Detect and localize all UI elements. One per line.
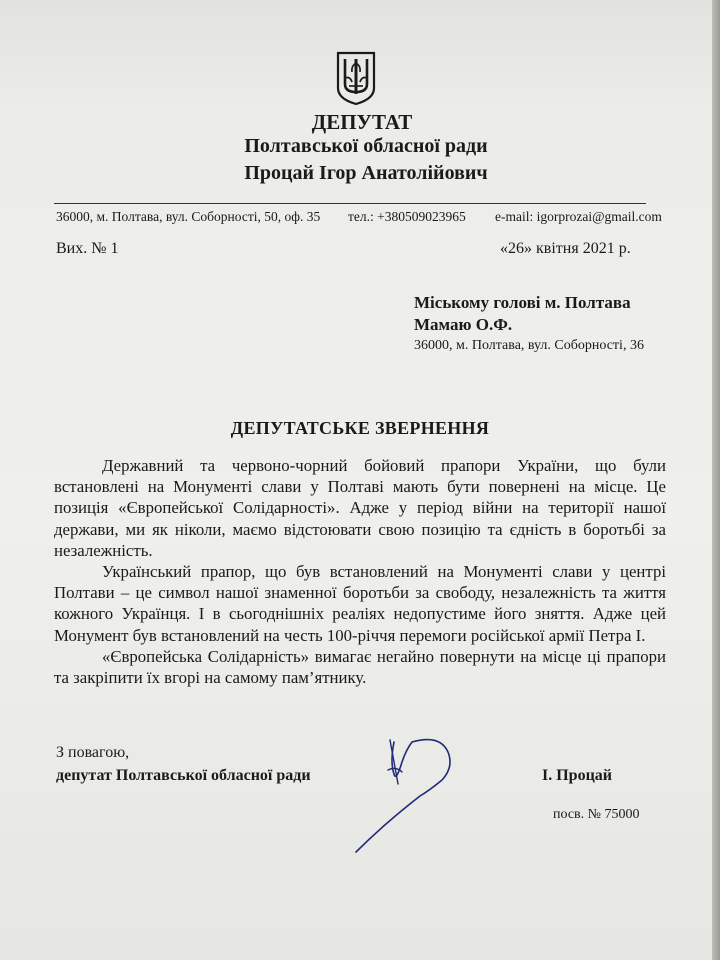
letter-date: «26» квітня 2021 р. xyxy=(500,240,631,257)
signer-name: І. Процай xyxy=(542,767,613,784)
handwritten-signature xyxy=(350,712,460,862)
trident-emblem-icon xyxy=(335,50,377,106)
header-title: ДЕПУТАТ xyxy=(311,110,413,134)
sender-phone: тел.: +380509023965 xyxy=(348,209,466,224)
closing-regards: З повагою, xyxy=(56,744,130,761)
letter-body xyxy=(54,455,666,688)
body-paragraph: «Європейська Солідарність» вимагає негайно повернути на місце ці прапори та закріпити їх вгорі на самому пам’ятнику. xyxy=(54,646,666,688)
addressee-line1: Міському голові м. Полтава xyxy=(414,293,631,312)
outgoing-number: Вих. № 1 xyxy=(56,240,119,257)
body-paragraph: Державний та червоно-чорний бойовий прапори України, що були встановлені на Монументі слави у Полтаві мають бути повернені на місце. Це позиція «Європейської Солідарності». Адже у період війни на території нашої держави, ми як ніколи, маємо відстоювати свою позицію та єдність в боротьбі за незалежність. xyxy=(54,456,666,560)
closing-position: депутат Полтавської обласної ради xyxy=(56,767,311,784)
header-name: Процай Ігор Анатолійович xyxy=(244,162,488,184)
header-divider xyxy=(54,203,646,204)
document-title: ДЕПУТАТСЬКЕ ЗВЕРНЕННЯ xyxy=(230,418,490,438)
body-paragraph: Український прапор, що був встановлений на Монументі слави у центрі Полтави – це символ нашої знаменної боротьби за свободу, незалежність та життя кожного Українця. І в сьогоднішніх реаліях недопустиме його зняття. Адже цей Монумент був встановлений на честь 100-річчя перемоги російської армії Петра І. xyxy=(54,562,666,645)
certificate-number: посв. № 75000 xyxy=(553,807,640,822)
addressee-address: 36000, м. Полтава, вул. Соборності, 36 xyxy=(414,338,644,353)
header-council: Полтавської обласної ради xyxy=(244,135,488,157)
addressee-line2: Мамаю О.Ф. xyxy=(414,315,513,334)
sender-address: 36000, м. Полтава, вул. Соборності, 50, оф. 35 xyxy=(56,209,321,224)
sender-email: e-mail: igorprozai@gmail.com xyxy=(495,209,662,224)
